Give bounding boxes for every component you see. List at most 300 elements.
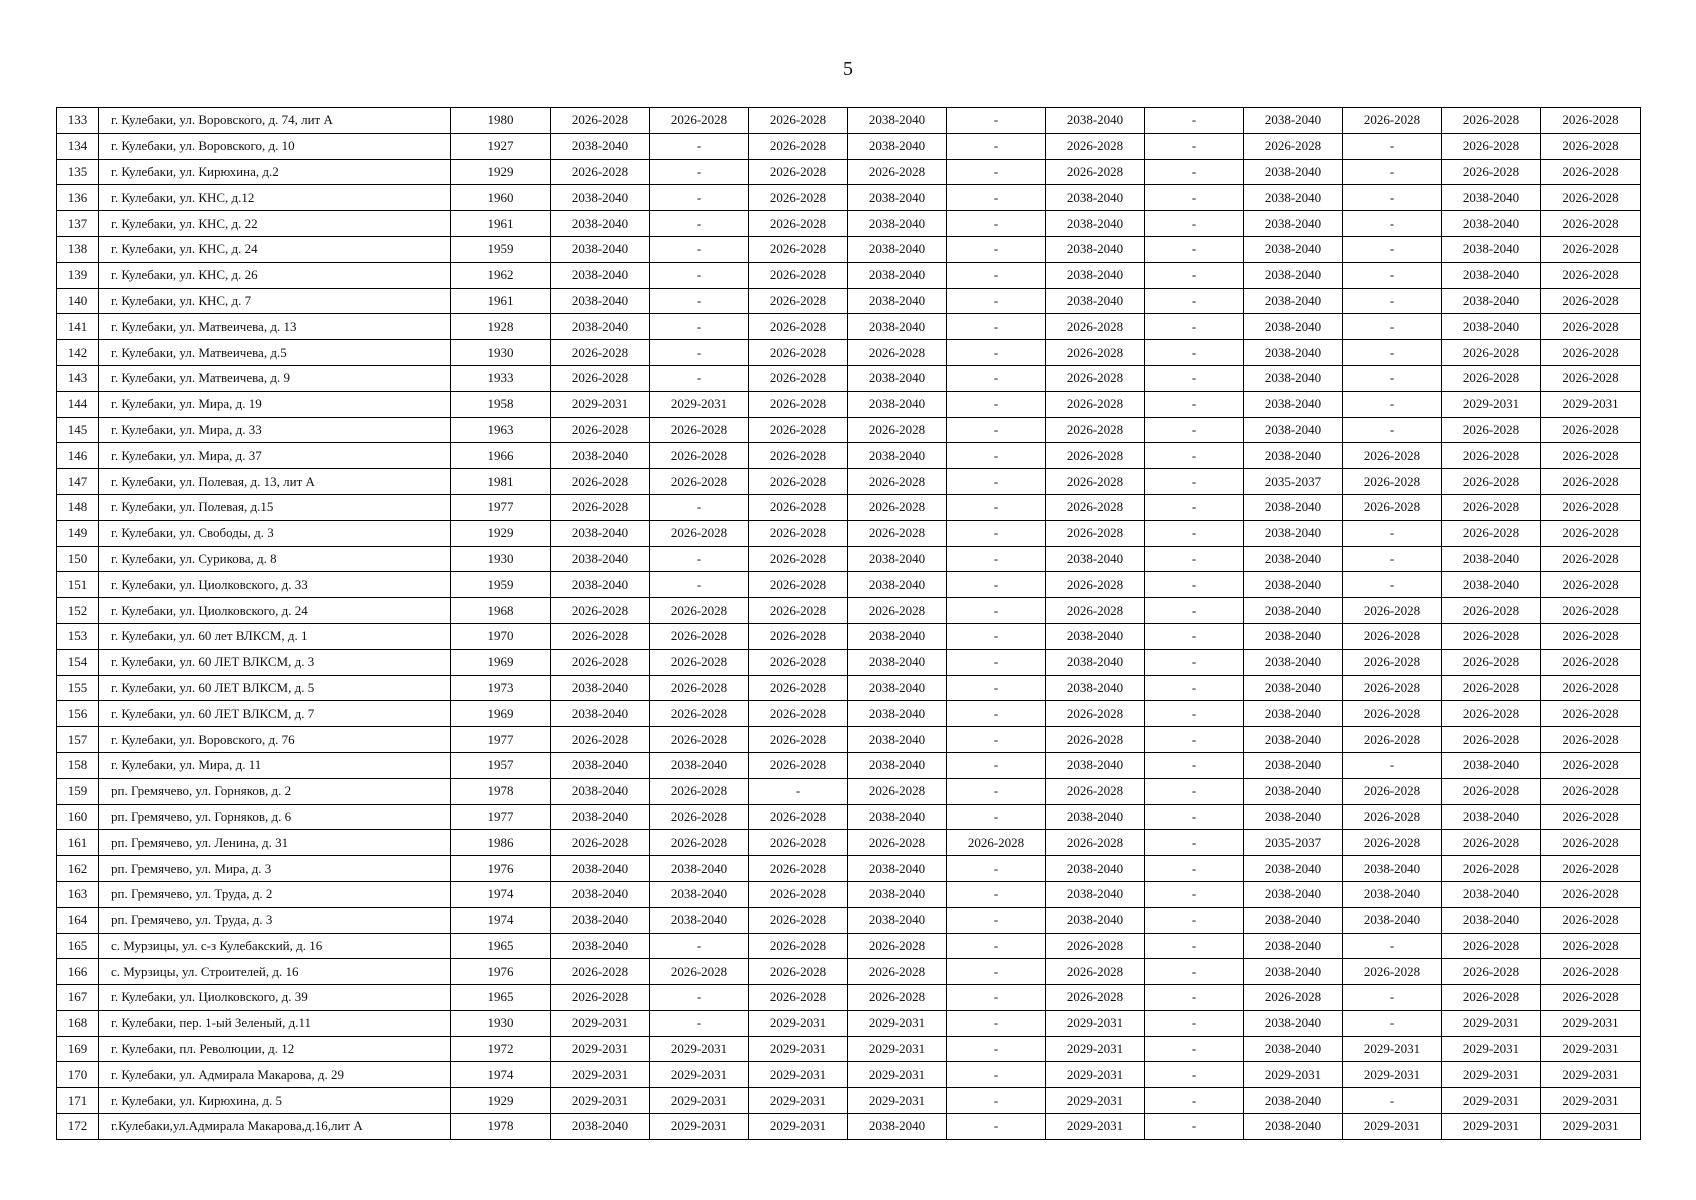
address-cell: г. Кулебаки, ул. Полевая, д.15 bbox=[99, 494, 451, 520]
period-cell-9: 2026-2028 bbox=[1343, 623, 1442, 649]
address-cell: г. Кулебаки, ул. Мира, д. 37 bbox=[99, 443, 451, 469]
period-cell-11: 2026-2028 bbox=[1541, 701, 1641, 727]
row-number-cell: 139 bbox=[57, 262, 99, 288]
table-row bbox=[57, 185, 1641, 211]
period-cell-8: 2035-2037 bbox=[1244, 830, 1343, 856]
period-cell-1: 2038-2040 bbox=[551, 443, 650, 469]
period-cell-6: 2029-2031 bbox=[1046, 1010, 1145, 1036]
period-cell-3: 2026-2028 bbox=[749, 623, 848, 649]
period-cell-7: - bbox=[1145, 856, 1244, 882]
period-cell-9: 2026-2028 bbox=[1343, 494, 1442, 520]
period-cell-10: 2026-2028 bbox=[1442, 469, 1541, 495]
period-cell-5: - bbox=[947, 907, 1046, 933]
period-cell-2: 2038-2040 bbox=[650, 907, 749, 933]
period-cell-1: 2026-2028 bbox=[551, 108, 650, 134]
period-cell-7: - bbox=[1145, 830, 1244, 856]
address-cell: г. Кулебаки, ул. 60 лет ВЛКСМ, д. 1 bbox=[99, 623, 451, 649]
row-number-cell: 168 bbox=[57, 1010, 99, 1036]
period-cell-9: 2026-2028 bbox=[1343, 108, 1442, 134]
period-cell-6: 2038-2040 bbox=[1046, 185, 1145, 211]
year-cell: 1977 bbox=[451, 804, 551, 830]
period-cell-10: 2038-2040 bbox=[1442, 211, 1541, 237]
period-cell-10: 2026-2028 bbox=[1442, 443, 1541, 469]
period-cell-11: 2026-2028 bbox=[1541, 262, 1641, 288]
row-number-cell: 153 bbox=[57, 623, 99, 649]
table-row bbox=[57, 262, 1641, 288]
table-row bbox=[57, 856, 1641, 882]
period-cell-9: - bbox=[1343, 211, 1442, 237]
period-cell-3: 2026-2028 bbox=[749, 520, 848, 546]
period-cell-3: - bbox=[749, 778, 848, 804]
year-cell: 1977 bbox=[451, 727, 551, 753]
year-cell: 1970 bbox=[451, 623, 551, 649]
period-cell-1: 2026-2028 bbox=[551, 417, 650, 443]
address-cell: рп. Гремячево, ул. Мира, д. 3 bbox=[99, 856, 451, 882]
period-cell-9: - bbox=[1343, 933, 1442, 959]
period-cell-9: 2026-2028 bbox=[1343, 778, 1442, 804]
period-cell-3: 2029-2031 bbox=[749, 1036, 848, 1062]
period-cell-9: 2038-2040 bbox=[1343, 881, 1442, 907]
row-number-cell: 169 bbox=[57, 1036, 99, 1062]
year-cell: 1974 bbox=[451, 1062, 551, 1088]
table-row bbox=[57, 1010, 1641, 1036]
period-cell-11: 2026-2028 bbox=[1541, 314, 1641, 340]
period-cell-2: 2026-2028 bbox=[650, 959, 749, 985]
period-cell-10: 2038-2040 bbox=[1442, 546, 1541, 572]
period-cell-6: 2029-2031 bbox=[1046, 1062, 1145, 1088]
period-cell-2: 2026-2028 bbox=[650, 443, 749, 469]
period-cell-2: 2038-2040 bbox=[650, 752, 749, 778]
period-cell-7: - bbox=[1145, 1062, 1244, 1088]
period-cell-2: - bbox=[650, 159, 749, 185]
period-cell-11: 2026-2028 bbox=[1541, 598, 1641, 624]
period-cell-3: 2026-2028 bbox=[749, 185, 848, 211]
period-cell-2: - bbox=[650, 185, 749, 211]
period-cell-11: 2026-2028 bbox=[1541, 133, 1641, 159]
period-cell-6: 2038-2040 bbox=[1046, 856, 1145, 882]
table-row bbox=[57, 546, 1641, 572]
period-cell-1: 2026-2028 bbox=[551, 985, 650, 1011]
period-cell-8: 2038-2040 bbox=[1244, 443, 1343, 469]
period-cell-7: - bbox=[1145, 752, 1244, 778]
period-cell-3: 2026-2028 bbox=[749, 469, 848, 495]
period-cell-11: 2029-2031 bbox=[1541, 1062, 1641, 1088]
period-cell-3: 2026-2028 bbox=[749, 365, 848, 391]
table-row bbox=[57, 469, 1641, 495]
period-cell-8: 2029-2031 bbox=[1244, 1062, 1343, 1088]
period-cell-4: 2038-2040 bbox=[848, 391, 947, 417]
address-cell: г. Кулебаки, ул. Кирюхина, д.2 bbox=[99, 159, 451, 185]
period-cell-9: 2029-2031 bbox=[1343, 1036, 1442, 1062]
row-number-cell: 145 bbox=[57, 417, 99, 443]
period-cell-4: 2038-2040 bbox=[848, 856, 947, 882]
year-cell: 1927 bbox=[451, 133, 551, 159]
address-cell: с. Мурзицы, ул. с-з Кулебакский, д. 16 bbox=[99, 933, 451, 959]
period-cell-11: 2026-2028 bbox=[1541, 933, 1641, 959]
period-cell-3: 2029-2031 bbox=[749, 1088, 848, 1114]
address-cell: г. Кулебаки, ул. Циолковского, д. 33 bbox=[99, 572, 451, 598]
period-cell-4: 2038-2040 bbox=[848, 546, 947, 572]
period-cell-10: 2026-2028 bbox=[1442, 985, 1541, 1011]
period-cell-3: 2026-2028 bbox=[749, 108, 848, 134]
period-cell-9: - bbox=[1343, 133, 1442, 159]
period-cell-2: - bbox=[650, 985, 749, 1011]
table-row bbox=[57, 1114, 1641, 1140]
address-cell: г. Кулебаки, ул. 60 ЛЕТ ВЛКСМ, д. 5 bbox=[99, 675, 451, 701]
period-cell-7: - bbox=[1145, 262, 1244, 288]
period-cell-10: 2038-2040 bbox=[1442, 572, 1541, 598]
period-cell-3: 2026-2028 bbox=[749, 985, 848, 1011]
period-cell-6: 2026-2028 bbox=[1046, 959, 1145, 985]
period-cell-2: 2026-2028 bbox=[650, 417, 749, 443]
period-cell-6: 2026-2028 bbox=[1046, 598, 1145, 624]
period-cell-7: - bbox=[1145, 1088, 1244, 1114]
period-cell-11: 2026-2028 bbox=[1541, 340, 1641, 366]
period-cell-9: - bbox=[1343, 262, 1442, 288]
table-row bbox=[57, 649, 1641, 675]
period-cell-8: 2038-2040 bbox=[1244, 649, 1343, 675]
period-cell-7: - bbox=[1145, 159, 1244, 185]
period-cell-2: 2038-2040 bbox=[650, 856, 749, 882]
period-cell-6: 2038-2040 bbox=[1046, 752, 1145, 778]
period-cell-10: 2029-2031 bbox=[1442, 1036, 1541, 1062]
period-cell-3: 2026-2028 bbox=[749, 572, 848, 598]
period-cell-8: 2038-2040 bbox=[1244, 236, 1343, 262]
table-row bbox=[57, 417, 1641, 443]
period-cell-1: 2026-2028 bbox=[551, 494, 650, 520]
year-cell: 1978 bbox=[451, 778, 551, 804]
table-row bbox=[57, 314, 1641, 340]
period-cell-2: 2026-2028 bbox=[650, 598, 749, 624]
period-cell-7: - bbox=[1145, 933, 1244, 959]
period-cell-9: - bbox=[1343, 340, 1442, 366]
year-cell: 1974 bbox=[451, 907, 551, 933]
period-cell-3: 2026-2028 bbox=[749, 933, 848, 959]
address-cell: г. Кулебаки, ул. Мира, д. 33 bbox=[99, 417, 451, 443]
period-cell-9: - bbox=[1343, 236, 1442, 262]
period-cell-7: - bbox=[1145, 365, 1244, 391]
year-cell: 1929 bbox=[451, 520, 551, 546]
period-cell-7: - bbox=[1145, 675, 1244, 701]
period-cell-6: 2038-2040 bbox=[1046, 108, 1145, 134]
period-cell-8: 2038-2040 bbox=[1244, 108, 1343, 134]
period-cell-8: 2026-2028 bbox=[1244, 133, 1343, 159]
table-body bbox=[57, 108, 1641, 1140]
row-number-cell: 160 bbox=[57, 804, 99, 830]
period-cell-5: - bbox=[947, 262, 1046, 288]
period-cell-2: 2026-2028 bbox=[650, 701, 749, 727]
period-cell-8: 2038-2040 bbox=[1244, 546, 1343, 572]
period-cell-2: - bbox=[650, 262, 749, 288]
period-cell-1: 2038-2040 bbox=[551, 288, 650, 314]
period-cell-1: 2026-2028 bbox=[551, 159, 650, 185]
period-cell-4: 2038-2040 bbox=[848, 727, 947, 753]
period-cell-3: 2026-2028 bbox=[749, 752, 848, 778]
period-cell-1: 2038-2040 bbox=[551, 185, 650, 211]
row-number-cell: 140 bbox=[57, 288, 99, 314]
address-cell: рп. Гремячево, ул. Ленина, д. 31 bbox=[99, 830, 451, 856]
period-cell-11: 2026-2028 bbox=[1541, 830, 1641, 856]
year-cell: 1978 bbox=[451, 1114, 551, 1140]
table-row bbox=[57, 959, 1641, 985]
period-cell-4: 2026-2028 bbox=[848, 933, 947, 959]
period-cell-8: 2038-2040 bbox=[1244, 1088, 1343, 1114]
period-cell-11: 2026-2028 bbox=[1541, 881, 1641, 907]
period-cell-10: 2029-2031 bbox=[1442, 391, 1541, 417]
period-cell-8: 2038-2040 bbox=[1244, 856, 1343, 882]
period-cell-10: 2026-2028 bbox=[1442, 417, 1541, 443]
address-cell: г. Кулебаки, ул. Мира, д. 19 bbox=[99, 391, 451, 417]
period-cell-1: 2026-2028 bbox=[551, 365, 650, 391]
address-cell: г. Кулебаки, ул. Воровского, д. 74, лит А bbox=[99, 108, 451, 134]
table-row bbox=[57, 108, 1641, 134]
period-cell-1: 2038-2040 bbox=[551, 572, 650, 598]
period-cell-9: 2029-2031 bbox=[1343, 1062, 1442, 1088]
period-cell-4: 2038-2040 bbox=[848, 1114, 947, 1140]
period-cell-8: 2038-2040 bbox=[1244, 933, 1343, 959]
period-cell-11: 2026-2028 bbox=[1541, 185, 1641, 211]
period-cell-6: 2026-2028 bbox=[1046, 520, 1145, 546]
period-cell-4: 2038-2040 bbox=[848, 701, 947, 727]
period-cell-3: 2026-2028 bbox=[749, 159, 848, 185]
table-row bbox=[57, 340, 1641, 366]
period-cell-2: 2026-2028 bbox=[650, 623, 749, 649]
period-cell-7: - bbox=[1145, 185, 1244, 211]
period-cell-5: - bbox=[947, 340, 1046, 366]
period-cell-6: 2038-2040 bbox=[1046, 907, 1145, 933]
period-cell-9: - bbox=[1343, 391, 1442, 417]
period-cell-6: 2038-2040 bbox=[1046, 649, 1145, 675]
period-cell-8: 2038-2040 bbox=[1244, 1114, 1343, 1140]
period-cell-5: - bbox=[947, 494, 1046, 520]
period-cell-8: 2038-2040 bbox=[1244, 262, 1343, 288]
period-cell-9: 2026-2028 bbox=[1343, 830, 1442, 856]
period-cell-11: 2026-2028 bbox=[1541, 727, 1641, 753]
period-cell-11: 2026-2028 bbox=[1541, 804, 1641, 830]
period-cell-6: 2026-2028 bbox=[1046, 494, 1145, 520]
period-cell-6: 2026-2028 bbox=[1046, 314, 1145, 340]
period-cell-2: - bbox=[650, 933, 749, 959]
year-cell: 1981 bbox=[451, 469, 551, 495]
period-cell-10: 2038-2040 bbox=[1442, 804, 1541, 830]
period-cell-1: 2029-2031 bbox=[551, 391, 650, 417]
period-cell-10: 2026-2028 bbox=[1442, 598, 1541, 624]
period-cell-5: - bbox=[947, 778, 1046, 804]
period-cell-5: - bbox=[947, 133, 1046, 159]
address-cell: г. Кулебаки, ул. Свободы, д. 3 bbox=[99, 520, 451, 546]
period-cell-5: - bbox=[947, 881, 1046, 907]
table-row bbox=[57, 778, 1641, 804]
period-cell-9: 2038-2040 bbox=[1343, 907, 1442, 933]
period-cell-10: 2038-2040 bbox=[1442, 236, 1541, 262]
table-row bbox=[57, 211, 1641, 237]
period-cell-5: - bbox=[947, 314, 1046, 340]
period-cell-5: - bbox=[947, 236, 1046, 262]
table-row bbox=[57, 520, 1641, 546]
period-cell-5: - bbox=[947, 985, 1046, 1011]
period-cell-4: 2038-2040 bbox=[848, 572, 947, 598]
period-cell-8: 2038-2040 bbox=[1244, 185, 1343, 211]
period-cell-7: - bbox=[1145, 649, 1244, 675]
period-cell-4: 2038-2040 bbox=[848, 752, 947, 778]
year-cell: 1960 bbox=[451, 185, 551, 211]
period-cell-11: 2029-2031 bbox=[1541, 1010, 1641, 1036]
row-number-cell: 165 bbox=[57, 933, 99, 959]
year-cell: 1969 bbox=[451, 701, 551, 727]
row-number-cell: 150 bbox=[57, 546, 99, 572]
row-number-cell: 157 bbox=[57, 727, 99, 753]
period-cell-8: 2026-2028 bbox=[1244, 985, 1343, 1011]
period-cell-2: - bbox=[650, 572, 749, 598]
period-cell-2: 2026-2028 bbox=[650, 649, 749, 675]
period-cell-1: 2029-2031 bbox=[551, 1062, 650, 1088]
period-cell-2: 2026-2028 bbox=[650, 727, 749, 753]
period-cell-7: - bbox=[1145, 314, 1244, 340]
period-cell-10: 2026-2028 bbox=[1442, 856, 1541, 882]
year-cell: 1966 bbox=[451, 443, 551, 469]
period-cell-9: 2026-2028 bbox=[1343, 959, 1442, 985]
period-cell-6: 2038-2040 bbox=[1046, 881, 1145, 907]
period-cell-3: 2026-2028 bbox=[749, 236, 848, 262]
period-cell-10: 2038-2040 bbox=[1442, 314, 1541, 340]
period-cell-3: 2026-2028 bbox=[749, 494, 848, 520]
period-cell-8: 2038-2040 bbox=[1244, 391, 1343, 417]
address-cell: г. Кулебаки, пер. 1-ый Зеленый, д.11 bbox=[99, 1010, 451, 1036]
period-cell-5: - bbox=[947, 1088, 1046, 1114]
period-cell-11: 2026-2028 bbox=[1541, 108, 1641, 134]
address-cell: г. Кулебаки, ул. Матвеичева, д. 13 bbox=[99, 314, 451, 340]
period-cell-5: - bbox=[947, 675, 1046, 701]
period-cell-1: 2038-2040 bbox=[551, 546, 650, 572]
period-cell-1: 2038-2040 bbox=[551, 752, 650, 778]
period-cell-3: 2026-2028 bbox=[749, 959, 848, 985]
period-cell-10: 2026-2028 bbox=[1442, 340, 1541, 366]
period-cell-1: 2038-2040 bbox=[551, 701, 650, 727]
period-cell-4: 2038-2040 bbox=[848, 236, 947, 262]
row-number-cell: 162 bbox=[57, 856, 99, 882]
period-cell-10: 2029-2031 bbox=[1442, 1088, 1541, 1114]
period-cell-1: 2026-2028 bbox=[551, 598, 650, 624]
address-cell: г. Кулебаки, ул. 60 ЛЕТ ВЛКСМ, д. 3 bbox=[99, 649, 451, 675]
period-cell-5: - bbox=[947, 701, 1046, 727]
table-row bbox=[57, 881, 1641, 907]
period-cell-6: 2026-2028 bbox=[1046, 933, 1145, 959]
period-cell-10: 2026-2028 bbox=[1442, 623, 1541, 649]
row-number-cell: 164 bbox=[57, 907, 99, 933]
period-cell-10: 2026-2028 bbox=[1442, 133, 1541, 159]
period-cell-8: 2035-2037 bbox=[1244, 469, 1343, 495]
period-cell-4: 2026-2028 bbox=[848, 778, 947, 804]
address-cell: г. Кулебаки, ул. КНС, д. 7 bbox=[99, 288, 451, 314]
table-row bbox=[57, 830, 1641, 856]
period-cell-11: 2026-2028 bbox=[1541, 959, 1641, 985]
period-cell-1: 2038-2040 bbox=[551, 856, 650, 882]
address-cell: рп. Гремячево, ул. Труда, д. 3 bbox=[99, 907, 451, 933]
period-cell-4: 2038-2040 bbox=[848, 443, 947, 469]
period-cell-9: 2026-2028 bbox=[1343, 675, 1442, 701]
period-cell-5: - bbox=[947, 443, 1046, 469]
table-row bbox=[57, 675, 1641, 701]
period-cell-9: 2026-2028 bbox=[1343, 443, 1442, 469]
table-row bbox=[57, 572, 1641, 598]
period-cell-6: 2026-2028 bbox=[1046, 469, 1145, 495]
row-number-cell: 141 bbox=[57, 314, 99, 340]
period-cell-11: 2026-2028 bbox=[1541, 417, 1641, 443]
table-row bbox=[57, 752, 1641, 778]
period-cell-7: - bbox=[1145, 236, 1244, 262]
period-cell-7: - bbox=[1145, 727, 1244, 753]
year-cell: 1973 bbox=[451, 675, 551, 701]
period-cell-1: 2038-2040 bbox=[551, 262, 650, 288]
period-cell-3: 2026-2028 bbox=[749, 804, 848, 830]
period-cell-8: 2038-2040 bbox=[1244, 778, 1343, 804]
year-cell: 1961 bbox=[451, 211, 551, 237]
row-number-cell: 159 bbox=[57, 778, 99, 804]
period-cell-5: - bbox=[947, 856, 1046, 882]
period-cell-6: 2038-2040 bbox=[1046, 623, 1145, 649]
period-cell-10: 2026-2028 bbox=[1442, 108, 1541, 134]
period-cell-7: - bbox=[1145, 469, 1244, 495]
year-cell: 1930 bbox=[451, 1010, 551, 1036]
period-cell-1: 2038-2040 bbox=[551, 236, 650, 262]
period-cell-5: - bbox=[947, 391, 1046, 417]
period-cell-5: - bbox=[947, 1062, 1046, 1088]
period-cell-1: 2029-2031 bbox=[551, 1036, 650, 1062]
period-cell-5: - bbox=[947, 598, 1046, 624]
period-cell-7: - bbox=[1145, 778, 1244, 804]
period-cell-7: - bbox=[1145, 546, 1244, 572]
table-row bbox=[57, 494, 1641, 520]
year-cell: 1933 bbox=[451, 365, 551, 391]
period-cell-10: 2026-2028 bbox=[1442, 933, 1541, 959]
table-row bbox=[57, 288, 1641, 314]
period-cell-6: 2026-2028 bbox=[1046, 417, 1145, 443]
period-cell-11: 2029-2031 bbox=[1541, 1088, 1641, 1114]
period-cell-4: 2038-2040 bbox=[848, 211, 947, 237]
year-cell: 1929 bbox=[451, 1088, 551, 1114]
period-cell-1: 2026-2028 bbox=[551, 959, 650, 985]
address-cell: г. Кулебаки, ул. Матвеичева, д.5 bbox=[99, 340, 451, 366]
year-cell: 1961 bbox=[451, 288, 551, 314]
table-row bbox=[57, 1062, 1641, 1088]
period-cell-11: 2026-2028 bbox=[1541, 211, 1641, 237]
year-cell: 1974 bbox=[451, 881, 551, 907]
period-cell-11: 2026-2028 bbox=[1541, 675, 1641, 701]
address-cell: г. Кулебаки, ул. Полевая, д. 13, лит А bbox=[99, 469, 451, 495]
period-cell-9: 2026-2028 bbox=[1343, 469, 1442, 495]
period-cell-6: 2026-2028 bbox=[1046, 443, 1145, 469]
table-row bbox=[57, 1088, 1641, 1114]
period-cell-6: 2038-2040 bbox=[1046, 236, 1145, 262]
year-cell: 1929 bbox=[451, 159, 551, 185]
period-cell-3: 2026-2028 bbox=[749, 443, 848, 469]
period-cell-2: - bbox=[650, 211, 749, 237]
table-row bbox=[57, 1036, 1641, 1062]
period-cell-5: - bbox=[947, 572, 1046, 598]
period-cell-5: - bbox=[947, 288, 1046, 314]
row-number-cell: 149 bbox=[57, 520, 99, 546]
period-cell-8: 2038-2040 bbox=[1244, 288, 1343, 314]
period-cell-1: 2038-2040 bbox=[551, 1114, 650, 1140]
table-row bbox=[57, 391, 1641, 417]
period-cell-4: 2026-2028 bbox=[848, 598, 947, 624]
period-cell-6: 2026-2028 bbox=[1046, 985, 1145, 1011]
year-cell: 1969 bbox=[451, 649, 551, 675]
period-cell-2: - bbox=[650, 288, 749, 314]
period-cell-7: - bbox=[1145, 701, 1244, 727]
year-cell: 1959 bbox=[451, 572, 551, 598]
period-cell-3: 2026-2028 bbox=[749, 881, 848, 907]
